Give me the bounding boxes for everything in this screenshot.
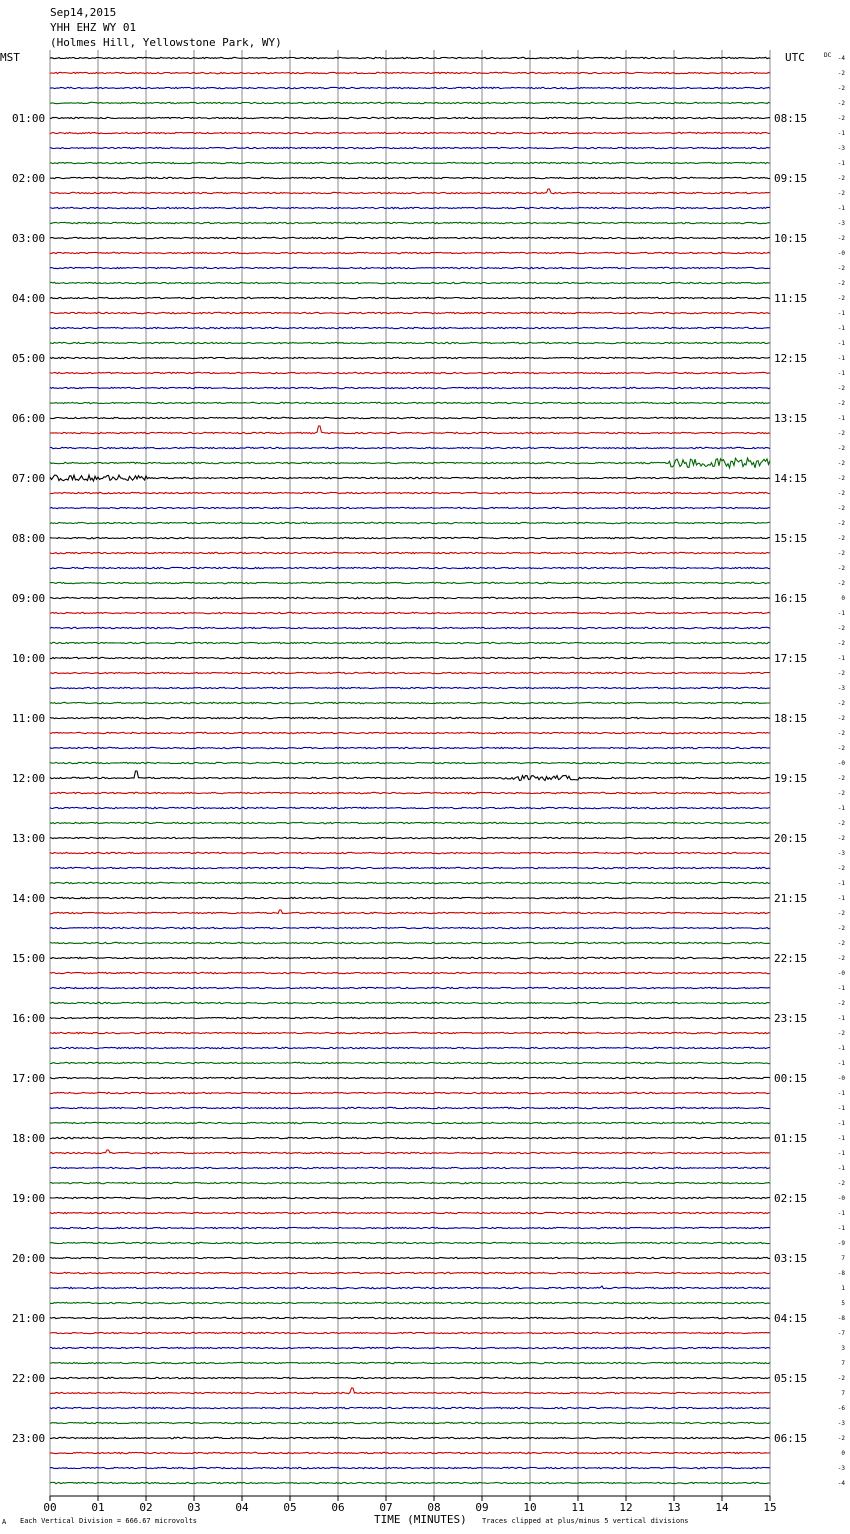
- dc-offset-label: -3: [837, 685, 845, 692]
- right-hour-label: 01:15: [774, 1132, 808, 1145]
- dc-offset-label: 1: [841, 1285, 845, 1292]
- x-tick-label: 12: [619, 1501, 633, 1514]
- dc-offset-label: -2: [837, 1030, 845, 1037]
- trace-row: [50, 492, 770, 493]
- trace-row: [50, 942, 770, 943]
- dc-offset-label: -2: [837, 865, 845, 872]
- dc-offset-label: 0: [841, 1450, 845, 1457]
- dc-offset-labels: [838, 55, 846, 1487]
- right-hour-label: 03:15: [774, 1252, 808, 1265]
- left-hour-label: 08:00: [12, 532, 46, 545]
- dc-offset-label: -1: [837, 310, 845, 317]
- dc-offset-label: -3: [837, 1465, 845, 1472]
- dc-offset-label: -1: [837, 1135, 845, 1142]
- dc-offset-label: -2: [837, 235, 845, 242]
- dc-offset-label: -1: [837, 895, 845, 902]
- trace-row: [50, 1150, 770, 1154]
- dc-title: DC: [824, 52, 832, 59]
- dc-offset-label: -2: [837, 1375, 845, 1382]
- trace-row: [50, 822, 770, 823]
- footer-mark: A: [2, 1518, 7, 1526]
- trace-row: [50, 522, 770, 523]
- trace-row: [50, 987, 770, 988]
- trace-row: [50, 672, 770, 673]
- trace-row: [50, 1286, 770, 1289]
- trace-row: [50, 147, 770, 148]
- dc-offset-label: -2: [837, 700, 845, 707]
- trace-row: [50, 1182, 770, 1183]
- left-hour-label: 01:00: [12, 112, 46, 125]
- trace-row: [50, 57, 770, 58]
- left-hour-label: 13:00: [12, 832, 46, 845]
- x-axis-ticks: [43, 1496, 776, 1514]
- trace-row: [50, 1017, 770, 1018]
- clip-note: Traces clipped at plus/minus 5 vertical divisions: [482, 1517, 689, 1525]
- x-tick-label: 04: [235, 1501, 249, 1514]
- left-hour-label: 23:00: [12, 1432, 46, 1445]
- trace-row: [50, 72, 770, 73]
- trace-row: [50, 1272, 770, 1273]
- x-tick-label: 01: [91, 1501, 105, 1514]
- trace-row: [50, 507, 770, 508]
- dc-offset-label: -2: [837, 85, 845, 92]
- right-hour-label: 23:15: [774, 1012, 808, 1025]
- dc-offset-label: -2: [837, 430, 845, 437]
- trace-row: [50, 717, 770, 718]
- trace-row: [50, 807, 770, 808]
- trace-row: [50, 327, 770, 328]
- trace-row: [50, 852, 770, 853]
- x-tick-label: 05: [283, 1501, 297, 1514]
- dc-offset-label: -2: [837, 520, 845, 527]
- dc-offset-label: 7: [841, 1390, 845, 1397]
- dc-offset-label: -2: [837, 280, 845, 287]
- dc-offset-label: -2: [837, 940, 845, 947]
- left-hour-label: 19:00: [12, 1192, 46, 1205]
- trace-row: [50, 267, 770, 268]
- dc-offset-label: -2: [837, 550, 845, 557]
- right-hour-label: 08:15: [774, 112, 808, 125]
- dc-offset-label: -1: [837, 1150, 845, 1157]
- dc-offset-label: -0: [837, 250, 845, 257]
- trace-row: [50, 1167, 770, 1168]
- dc-offset-label: -2: [837, 775, 845, 782]
- trace-row: [50, 1092, 770, 1093]
- trace-row: [50, 1452, 770, 1453]
- dc-offset-label: -2: [837, 175, 845, 182]
- dc-offset-label: -0: [837, 760, 845, 767]
- left-axis-title: MST: [0, 51, 20, 64]
- trace-row: [50, 897, 770, 898]
- dc-offset-label: -2: [837, 490, 845, 497]
- dc-offset-label: -2: [837, 190, 845, 197]
- x-tick-label: 15: [763, 1501, 777, 1514]
- trace-row: [50, 1407, 770, 1408]
- dc-offset-label: -2: [837, 640, 845, 647]
- right-hour-label: 22:15: [774, 952, 808, 965]
- dc-offset-label: -1: [837, 205, 845, 212]
- dc-offset-label: 0: [841, 595, 845, 602]
- dc-offset-label: -1: [837, 655, 845, 662]
- dc-offset-label: -2: [837, 745, 845, 752]
- dc-offset-label: -2: [837, 670, 845, 677]
- x-tick-label: 02: [139, 1501, 153, 1514]
- left-hour-label: 22:00: [12, 1372, 46, 1385]
- x-tick-label: 07: [379, 1501, 393, 1514]
- vertical-division-note: Each Vertical Division = 666.67 microvolts: [20, 1517, 198, 1525]
- left-time-labels: [12, 112, 45, 1445]
- right-axis-title: UTC: [785, 51, 805, 64]
- trace-row: [50, 1107, 770, 1108]
- left-hour-label: 10:00: [12, 652, 46, 665]
- trace-row: [50, 1032, 770, 1033]
- right-hour-label: 14:15: [774, 472, 808, 485]
- trace-row: [50, 252, 770, 253]
- x-tick-label: 03: [187, 1501, 201, 1514]
- trace-row: [50, 222, 770, 223]
- trace-row: [50, 882, 770, 883]
- dc-offset-label: -3: [837, 1420, 845, 1427]
- trace-row: [50, 162, 770, 163]
- right-hour-label: 04:15: [774, 1312, 808, 1325]
- trace-row: [50, 1317, 770, 1318]
- left-hour-label: 14:00: [12, 892, 46, 905]
- right-hour-label: 10:15: [774, 232, 808, 245]
- trace-row: [50, 342, 770, 343]
- trace-row: [50, 132, 770, 133]
- trace-row: [50, 1077, 770, 1078]
- trace-row: [50, 1332, 770, 1333]
- trace-row: [50, 1362, 770, 1363]
- trace-row: [50, 612, 770, 613]
- trace-row: [50, 402, 770, 403]
- dc-offset-label: 5: [841, 1300, 845, 1307]
- trace-row: [50, 552, 770, 553]
- trace-row: [50, 1212, 770, 1213]
- trace-row: [50, 177, 770, 178]
- trace-row: [50, 372, 770, 373]
- dc-offset-label: -9: [837, 1240, 845, 1247]
- trace-row: [50, 475, 770, 481]
- right-hour-label: 09:15: [774, 172, 808, 185]
- right-hour-label: 06:15: [774, 1432, 808, 1445]
- dc-offset-label: -2: [837, 70, 845, 77]
- trace-row: [50, 117, 770, 118]
- right-hour-label: 00:15: [774, 1072, 808, 1085]
- dc-offset-label: -2: [837, 730, 845, 737]
- dc-offset-label: -2: [837, 820, 845, 827]
- trace-row: [50, 1482, 770, 1483]
- dc-offset-label: -2: [837, 625, 845, 632]
- dc-offset-label: -4: [837, 55, 845, 62]
- trace-row: [50, 1437, 770, 1438]
- trace-row: [50, 837, 770, 838]
- trace-row: [50, 312, 770, 313]
- trace-row: [50, 957, 770, 958]
- trace-row: [50, 357, 770, 358]
- dc-offset-label: -2: [837, 400, 845, 407]
- dc-offset-label: -1: [837, 1225, 845, 1232]
- right-hour-label: 13:15: [774, 412, 808, 425]
- dc-offset-label: -1: [837, 1045, 845, 1052]
- dc-offset-label: -0: [837, 1195, 845, 1202]
- left-hour-label: 12:00: [12, 772, 46, 785]
- trace-row: [50, 582, 770, 583]
- dc-offset-label: -2: [837, 460, 845, 467]
- station-label: YHH EHZ WY 01: [50, 21, 137, 34]
- trace-row: [50, 792, 770, 793]
- dc-offset-label: 3: [841, 1345, 845, 1352]
- dc-offset-label: -2: [837, 100, 845, 107]
- trace-row: [50, 1062, 770, 1063]
- dc-offset-label: -2: [837, 505, 845, 512]
- left-hour-label: 15:00: [12, 952, 46, 965]
- dc-offset-label: -1: [837, 1105, 845, 1112]
- dc-offset-label: -2: [837, 910, 845, 917]
- trace-row: [50, 189, 770, 194]
- trace-row: [50, 1137, 770, 1138]
- left-hour-label: 18:00: [12, 1132, 46, 1145]
- trace-row: [50, 87, 770, 88]
- dc-offset-label: -1: [837, 415, 845, 422]
- trace-row: [50, 597, 770, 598]
- trace-row: [50, 910, 770, 914]
- trace-row: [50, 537, 770, 538]
- dc-offset-label: -2: [837, 835, 845, 842]
- dc-offset-label: 7: [841, 1360, 845, 1367]
- x-axis-label: TIME (MINUTES): [374, 1513, 467, 1526]
- x-tick-label: 00: [43, 1501, 57, 1514]
- trace-row: [50, 1002, 770, 1003]
- x-tick-label: 10: [523, 1501, 537, 1514]
- trace-row: [50, 1388, 770, 1394]
- dc-offset-label: -1: [837, 1120, 845, 1127]
- x-tick-label: 11: [571, 1501, 585, 1514]
- x-tick-label: 06: [331, 1501, 345, 1514]
- trace-row: [50, 458, 770, 468]
- trace-row: [50, 1047, 770, 1048]
- right-hour-label: 17:15: [774, 652, 808, 665]
- right-hour-label: 16:15: [774, 592, 808, 605]
- trace-row: [50, 447, 770, 448]
- dc-offset-label: -2: [837, 475, 845, 482]
- trace-row: [50, 297, 770, 298]
- dc-offset-label: -8: [837, 1270, 845, 1277]
- trace-row: [50, 102, 770, 103]
- trace-row: [50, 567, 770, 568]
- dc-offset-label: -3: [837, 220, 845, 227]
- dc-offset-label: -2: [837, 385, 845, 392]
- trace-row: [50, 1347, 770, 1348]
- dc-offset-label: -0: [837, 970, 845, 977]
- dc-offset-label: -8: [837, 1315, 845, 1322]
- right-hour-label: 11:15: [774, 292, 808, 305]
- dc-offset-label: -2: [837, 565, 845, 572]
- location-label: (Holmes Hill, Yellowstone Park, WY): [50, 36, 282, 49]
- left-hour-label: 11:00: [12, 712, 46, 725]
- dc-offset-label: -2: [837, 1435, 845, 1442]
- left-hour-label: 06:00: [12, 412, 46, 425]
- dc-offset-label: 7: [841, 1255, 845, 1262]
- trace-row: [50, 972, 770, 973]
- dc-offset-label: -1: [837, 355, 845, 362]
- dc-offset-label: -1: [837, 1165, 845, 1172]
- dc-offset-label: -2: [837, 1000, 845, 1007]
- trace-row: [50, 1227, 770, 1228]
- dc-offset-label: -1: [837, 160, 845, 167]
- dc-offset-label: -1: [837, 880, 845, 887]
- dc-offset-label: -1: [837, 325, 845, 332]
- dc-offset-label: -1: [837, 370, 845, 377]
- left-hour-label: 04:00: [12, 292, 46, 305]
- dc-offset-label: -2: [837, 580, 845, 587]
- trace-row: [50, 1122, 770, 1123]
- trace-row: [50, 657, 770, 658]
- left-hour-label: 21:00: [12, 1312, 46, 1325]
- trace-row: [50, 747, 770, 748]
- right-hour-label: 12:15: [774, 352, 808, 365]
- trace-row: [50, 687, 770, 688]
- trace-row: [50, 1377, 770, 1378]
- dc-offset-label: -2: [837, 295, 845, 302]
- date-label: Sep14,2015: [50, 6, 117, 19]
- right-hour-label: 05:15: [774, 1372, 808, 1385]
- x-tick-label: 09: [475, 1501, 489, 1514]
- dc-offset-label: -3: [837, 850, 845, 857]
- trace-row: [50, 387, 770, 388]
- dc-offset-label: -2: [837, 790, 845, 797]
- trace-row: [50, 1242, 770, 1243]
- right-hour-label: 21:15: [774, 892, 808, 905]
- trace-row: [50, 762, 770, 763]
- right-hour-label: 02:15: [774, 1192, 808, 1205]
- dc-offset-label: -2: [837, 1180, 845, 1187]
- dc-offset-label: -1: [837, 985, 845, 992]
- left-hour-label: 16:00: [12, 1012, 46, 1025]
- dc-offset-label: -1: [837, 340, 845, 347]
- x-tick-label: 13: [667, 1501, 681, 1514]
- left-hour-label: 03:00: [12, 232, 46, 245]
- dc-offset-label: -6: [837, 1405, 845, 1412]
- right-hour-label: 19:15: [774, 772, 808, 785]
- dc-offset-label: -1: [837, 1060, 845, 1067]
- left-hour-label: 20:00: [12, 1252, 46, 1265]
- right-hour-label: 15:15: [774, 532, 808, 545]
- trace-row: [50, 771, 770, 781]
- dc-offset-label: -3: [837, 145, 845, 152]
- trace-row: [50, 927, 770, 928]
- dc-offset-label: -2: [837, 715, 845, 722]
- trace-row: [50, 1257, 770, 1258]
- trace-row: [50, 732, 770, 733]
- trace-row: [50, 237, 770, 238]
- trace-row: [50, 1302, 770, 1303]
- left-hour-label: 17:00: [12, 1072, 46, 1085]
- trace-row: [50, 867, 770, 868]
- dc-offset-label: -2: [837, 265, 845, 272]
- trace-row: [50, 417, 770, 418]
- trace-row: [50, 282, 770, 283]
- dc-offset-label: -1: [837, 130, 845, 137]
- trace-row: [50, 627, 770, 628]
- x-tick-label: 14: [715, 1501, 729, 1514]
- dc-offset-label: -1: [837, 805, 845, 812]
- trace-row: [50, 207, 770, 208]
- dc-offset-label: -2: [837, 925, 845, 932]
- dc-offset-label: -2: [837, 115, 845, 122]
- dc-offset-label: -2: [837, 445, 845, 452]
- dc-offset-label: -1: [837, 1210, 845, 1217]
- trace-group: [50, 57, 770, 1483]
- left-hour-label: 05:00: [12, 352, 46, 365]
- right-hour-label: 20:15: [774, 832, 808, 845]
- trace-row: [50, 1467, 770, 1468]
- dc-offset-label: -1: [837, 1090, 845, 1097]
- right-hour-label: 18:15: [774, 712, 808, 725]
- dc-offset-label: -1: [837, 1015, 845, 1022]
- dc-offset-label: -2: [837, 955, 845, 962]
- dc-offset-label: -4: [837, 1480, 845, 1487]
- dc-offset-label: -1: [837, 610, 845, 617]
- right-time-labels: [774, 112, 807, 1445]
- dc-offset-label: -2: [837, 535, 845, 542]
- left-hour-label: 09:00: [12, 592, 46, 605]
- trace-row: [50, 1197, 770, 1198]
- dc-offset-label: -0: [837, 1075, 845, 1082]
- dc-offset-label: -7: [837, 1330, 845, 1337]
- trace-row: [50, 642, 770, 643]
- trace-row: [50, 1422, 770, 1423]
- trace-row: [50, 426, 770, 434]
- left-hour-label: 07:00: [12, 472, 46, 485]
- x-tick-label: 08: [427, 1501, 441, 1514]
- left-hour-label: 02:00: [12, 172, 46, 185]
- trace-row: [50, 702, 770, 703]
